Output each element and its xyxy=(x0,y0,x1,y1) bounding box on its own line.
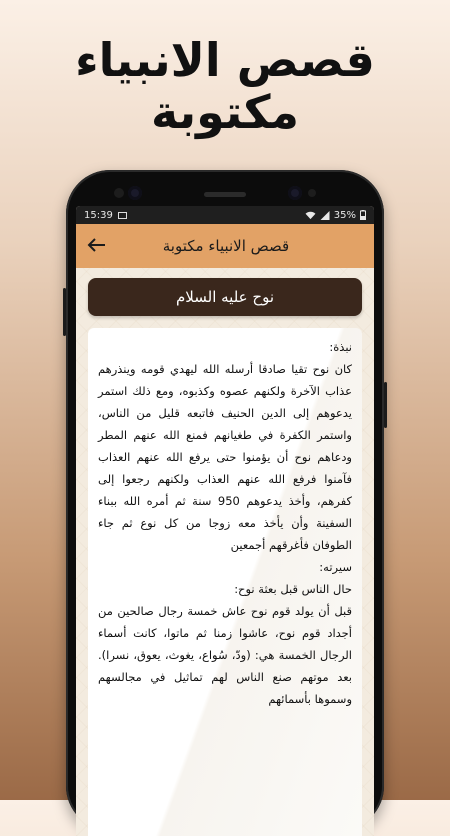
promo-title xyxy=(0,34,450,138)
back-arrow-icon[interactable] xyxy=(86,234,110,258)
article-text-card[interactable] xyxy=(88,328,362,836)
battery-percent: 35% xyxy=(333,209,356,221)
chapter-title: نوح عليه السلام xyxy=(88,278,362,316)
speaker-grille xyxy=(204,192,246,197)
promo-title-line1: قصص الانبياء xyxy=(75,33,375,87)
front-camera-icon xyxy=(128,186,142,200)
biography-subheading: حال الناس قبل بعثة نوح: xyxy=(234,582,352,596)
phone-frame xyxy=(66,170,384,830)
status-time: 15:39 xyxy=(84,209,113,221)
intro-heading: نبذة: xyxy=(329,340,352,354)
image-notification-icon xyxy=(118,212,127,219)
biography-heading: سيرته: xyxy=(319,560,352,574)
phone-screen xyxy=(76,206,374,836)
signal-icon xyxy=(320,211,330,220)
status-bar xyxy=(76,206,374,224)
biography-paragraph: قبل أن يولد قوم نوح عاش خمسة رجال صالحين من أجداد قوم نوح، عاشوا زمنا ثم ماتوا، كانت أسماء الرجال الخمسة هي: (ودّ، سُواع، يغوث، يعوق، نسرا). بعد موتهم صنع الناس لهم تماثيل في مجالسهم وسموها بأسمائهم xyxy=(98,604,352,706)
wifi-icon xyxy=(305,211,316,220)
front-camera-2-icon xyxy=(288,186,302,200)
sensor-dot-right xyxy=(308,189,316,197)
power-button xyxy=(384,382,387,428)
volume-button xyxy=(63,288,66,336)
promo-title-line2: مكتوبة xyxy=(150,85,300,139)
sensor-dot xyxy=(114,188,124,198)
battery-icon xyxy=(360,210,366,220)
app-bar xyxy=(76,224,374,268)
intro-paragraph: كان نوح تقيا صادقا أرسله الله ليهدي قومه وينذرهم عذاب الآخرة ولكنهم عصوه وكذبوه، ومع ذلك استمر يدعوهم إلى الدين الحنيف فاتبعه قليل من الناس، واستمر الكفرة في طغيانهم فمنع الله عنهم المطر ودعاهم نوح أن يؤمنوا حتى يرفع الله عنهم العذاب فآمنوا فرفع الله عنهم العذاب ولكنهم رجعوا إلى كفرهم، وأخذ يدعوهم 950 سنة ثم أمره الله ببناء السفينة وأن يأخذ معه زوجا من كل نوع ثم جاء الطوفان فأغرقهم أجمعين xyxy=(98,362,352,552)
app-title: قصص الانبياء مكتوبة xyxy=(162,237,290,255)
content-area xyxy=(76,268,374,836)
